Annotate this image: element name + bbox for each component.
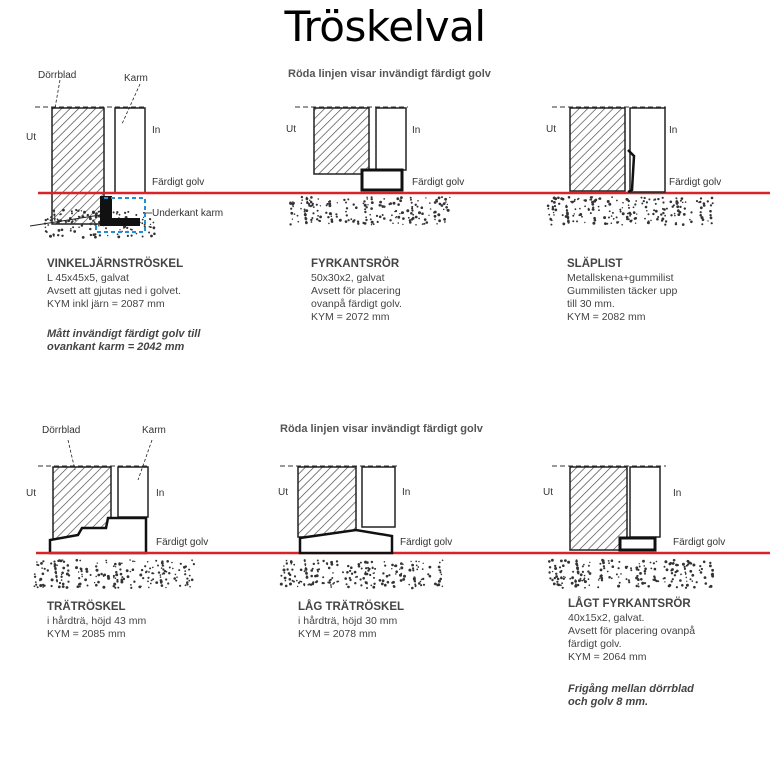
label-in: In [156,488,165,499]
option-description [567,258,677,324]
label-in: In [669,125,678,136]
option-line: i hårdträ, höjd 43 mm [47,615,147,627]
option-line: KYM = 2078 mm [298,628,377,640]
option-line: L 45x45x5, galvat [47,272,129,284]
concrete-floor [289,196,450,226]
option-line: KYM inkl järn = 2087 mm [47,298,165,310]
door-frame [630,467,660,537]
note-line: Frigång mellan dörrblad [568,683,694,695]
option-line: till 30 mm. [567,298,615,310]
door-leaf [570,108,625,191]
low-square-tube-threshold [620,538,655,550]
label-fardigt-golv: Färdigt golv [400,537,453,548]
door-frame [362,467,395,527]
label-in: In [412,125,421,136]
option-line: i hårdträ, höjd 30 mm [298,615,398,627]
option-line: KYM = 2082 mm [567,311,646,323]
label-fardigt-golv: Färdigt golv [673,537,726,548]
door-frame [118,467,148,517]
label-fardigt-golv: Färdigt golv [152,177,205,188]
option-line: Avsett att gjutas ned i golvet. [47,285,182,297]
option-line: KYM = 2072 mm [311,311,390,323]
label-fardigt-golv: Färdigt golv [412,177,465,188]
label-karm: Karm [142,425,166,436]
note-line: ovankant karm = 2042 mm [47,341,185,353]
note-dimension [47,328,200,354]
door-leaf [52,108,104,224]
option-line: ovanpå färdigt golv. [311,298,402,310]
option-line: Gummilisten täcker upp [567,285,678,297]
note-line: Mått invändigt färdigt golv till [47,328,201,340]
label-fardigt-golv: Färdigt golv [156,537,209,548]
option-line: 50x30x2, galvat [311,272,385,284]
label-ut: Ut [286,124,296,135]
concrete-floor [34,559,195,589]
option-description [311,258,402,324]
option-heading: VINKELJÄRNSTRÖSKEL [47,258,184,270]
label-ut: Ut [26,488,36,499]
label-ut: Ut [543,487,553,498]
caption-red-line-bottom: Röda linjen visar invändigt färdigt golv [280,423,483,435]
label-karm: Karm [124,73,148,84]
option-line: KYM = 2085 mm [47,628,126,640]
label-dorrblad: Dörrblad [38,70,77,81]
label-ut: Ut [26,132,36,143]
option-heading: SLÄPLIST [567,258,623,270]
page-title: Tröskelval [284,2,486,51]
option-line: färdigt golv. [568,638,622,650]
option-description [298,601,404,641]
option-line: KYM = 2064 mm [568,651,647,663]
door-leaf [314,108,369,174]
concrete-floor [280,559,444,589]
concrete-floor [547,196,714,226]
label-in: In [152,125,161,136]
concrete-floor [548,559,714,589]
option-heading: LÅGT FYRKANTSRÖR [568,598,691,610]
label-underkant-karm: Underkant karm [152,208,224,219]
option-line: Avsett för placering ovanpå [568,625,696,637]
option-description [47,601,146,641]
door-frame [630,108,665,192]
label-in: In [673,488,682,499]
option-line: Avsett för placering [311,285,401,297]
option-heading: TRÄTRÖSKEL [47,601,126,613]
door-frame [115,108,145,193]
angle-iron-threshold [100,196,140,226]
option-line: 40x15x2, galvat. [568,612,645,624]
label-in: In [402,487,411,498]
label-ut: Ut [278,487,288,498]
square-tube-threshold [362,170,402,190]
door-leaf [298,467,356,537]
option-heading: FYRKANTSRÖR [311,258,400,270]
option-line: Metallskena+gummilist [567,272,674,284]
note-clearance [568,683,694,709]
leader-line [55,80,60,108]
door-frame [376,108,406,170]
option-description [568,598,695,664]
door-leaf [570,467,627,550]
label-fardigt-golv: Färdigt golv [669,177,722,188]
option-description [47,258,183,311]
caption-red-line-top: Röda linjen visar invändigt färdigt golv [288,68,491,80]
label-dorrblad: Dörrblad [42,425,81,436]
option-heading: LÅG TRÄTRÖSKEL [298,601,405,613]
label-ut: Ut [546,124,556,135]
note-line: och golv 8 mm. [568,696,649,708]
